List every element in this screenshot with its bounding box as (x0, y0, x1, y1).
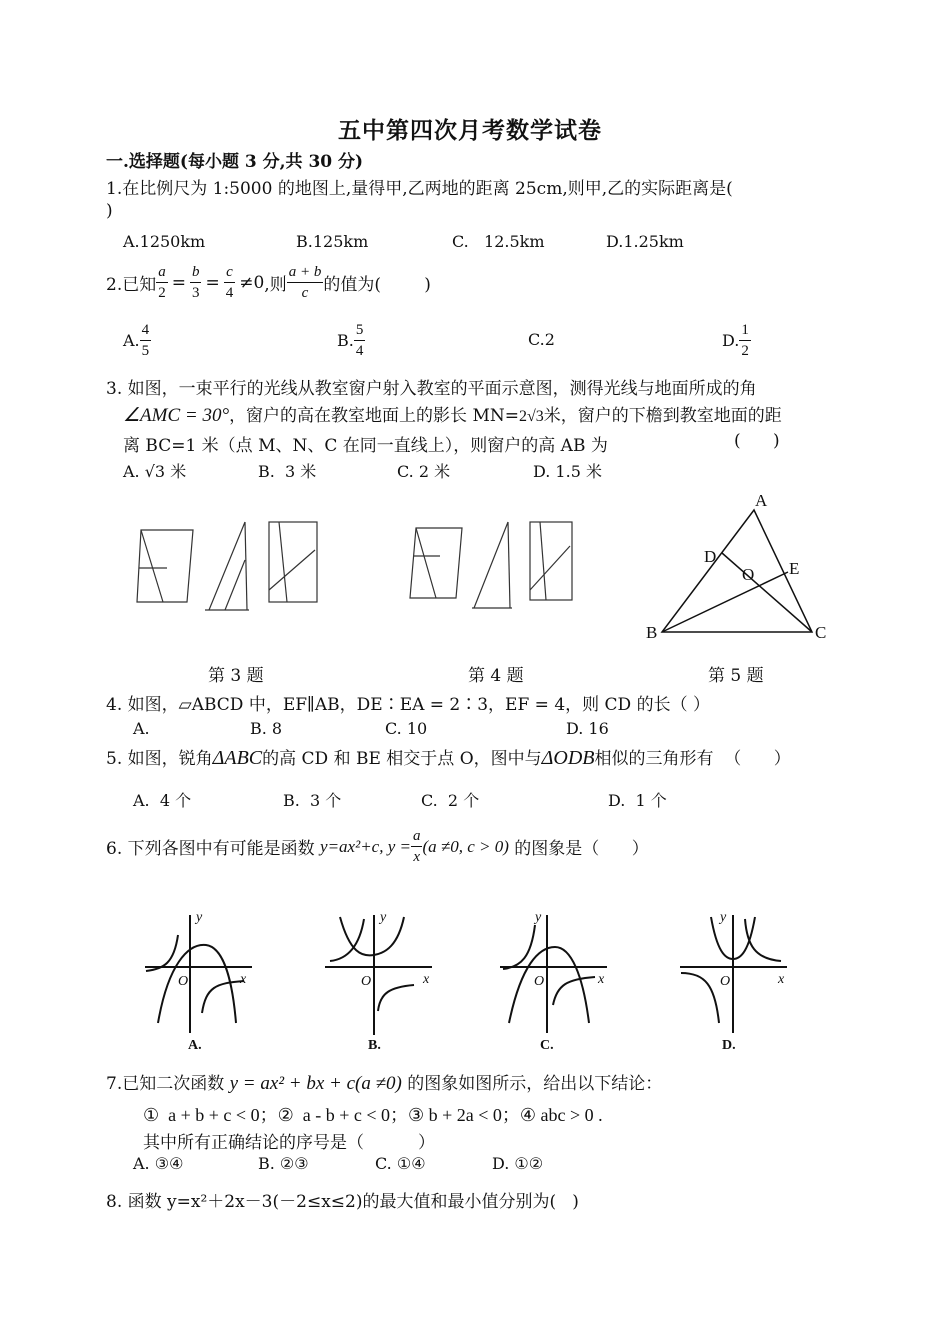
segment (540, 522, 546, 600)
q6-text-2: 的图象是（ ） (508, 839, 649, 859)
wall-line (245, 522, 247, 610)
window-rect (530, 522, 572, 600)
q6-text (106, 826, 649, 867)
option-label: D. (722, 331, 740, 350)
numerator: a (156, 262, 168, 283)
graph-label-a: A. (188, 1038, 202, 1053)
q5-text (106, 744, 791, 770)
denominator: 2 (741, 343, 749, 359)
segment (269, 550, 315, 590)
svg-text:y: y (720, 910, 727, 925)
graph-a (145, 915, 252, 1033)
q7-option-a: A. ③④ (133, 1154, 184, 1173)
numerator: a + b (287, 262, 324, 283)
svg-text:x: x (778, 972, 785, 987)
q5-option-d: D. 1 个 (608, 791, 667, 810)
svg-text:x: x (598, 972, 605, 987)
equals: = (205, 272, 220, 293)
window-rect (269, 522, 317, 602)
option-label: B. (337, 331, 354, 350)
q5-text-1: 5. 如图，锐角 (106, 749, 213, 769)
shadow-length: 2√3 (519, 408, 544, 425)
light-ray (225, 560, 245, 610)
label-b: B (646, 623, 658, 642)
q6-graphs (140, 905, 820, 1055)
hyperbola-branch (202, 981, 244, 1013)
numerator: 1 (739, 320, 751, 341)
q4-option-d: D. 16 (566, 719, 609, 738)
fraction (224, 262, 236, 303)
q5-option-a: A. 4 个 (133, 791, 192, 810)
segment (416, 528, 436, 598)
q7-text-2: 的图象如图所示，给出以下结论： (401, 1074, 663, 1094)
condition: (a ≠0, c > 0) (422, 836, 509, 856)
fraction (190, 262, 202, 303)
fraction (156, 262, 168, 303)
q4-text: 4. 如图，▱ABCD 中，EF∥AB，DE∶EA = 2∶3，EF = 4，则 CD 的长（ ） (106, 695, 710, 715)
q1-option-b: B.125km (296, 232, 369, 251)
fraction (354, 320, 366, 361)
not-equal: ≠0 (239, 272, 265, 293)
light-ray (209, 522, 245, 610)
denominator: c (301, 285, 309, 301)
fraction (739, 320, 751, 361)
caption-q5: 第 5 题 (708, 666, 764, 686)
svg-text:O: O (720, 974, 731, 989)
parallelogram (410, 528, 462, 598)
q3-option-a: A. √3 米 (123, 462, 187, 481)
label-c: C (815, 623, 827, 642)
label-d: D (704, 547, 717, 566)
function-expression: y=ax²+c, y = (320, 836, 411, 856)
numerator: b (190, 262, 202, 283)
fraction (287, 262, 324, 303)
caption-q4: 第 4 题 (468, 666, 524, 686)
q2-option-d (722, 320, 751, 361)
graph-label-c: C. (540, 1038, 554, 1053)
hyperbola-branch (681, 973, 719, 1023)
altitude-be (662, 572, 788, 632)
q2-prefix: 2.已知 (106, 275, 157, 295)
numerator: c (224, 262, 236, 283)
q3-text-line2 (123, 401, 782, 427)
q1-option-c: C. 12.5km (452, 232, 545, 251)
q1-option-d: D.1.25km (606, 232, 684, 251)
angle-expression: ∠AMC = 30° (123, 405, 230, 426)
denominator: 4 (355, 343, 364, 359)
denominator: 3 (191, 285, 200, 301)
q3-text-line3: 离 BC=1 米（点 M、N、C 在同一直线上），则窗户的高 AB 为 (123, 436, 608, 456)
parabola (340, 917, 404, 955)
svg-text:O: O (361, 974, 372, 989)
q2-suffix: 的值为( ) (323, 275, 431, 295)
fraction (411, 826, 423, 867)
figure-q5-triangle (640, 490, 840, 650)
figure-q4 (400, 510, 580, 620)
caption-q3: 第 3 题 (208, 666, 264, 686)
label-o: O (742, 565, 755, 584)
q3-option-c: C. 2 米 (397, 462, 451, 481)
graph-b (325, 915, 432, 1035)
svg-text:x: x (240, 972, 247, 987)
hyperbola-branch (330, 919, 364, 961)
segment (279, 522, 287, 602)
svg-text:y: y (535, 910, 542, 925)
svg-text:y: y (380, 910, 387, 925)
denominator: x (413, 849, 421, 865)
hyperbola-branch (553, 977, 595, 1005)
svg-text:y: y (196, 910, 203, 925)
svg-text:x: x (423, 972, 430, 987)
q3-option-d: D. 1.5 米 (533, 462, 602, 481)
denominator: 4 (225, 285, 234, 301)
q7-conclusions: ① a + b + c < 0；② a - b + c < 0；③ b + 2a < 0；④ abc > 0 . (143, 1105, 603, 1125)
q5-option-c: C. 2 个 (421, 791, 480, 810)
numerator: a (411, 826, 423, 847)
figure-q3 (125, 510, 325, 620)
q3-text: 3. 如图，一束平行的光线从教室窗户射入教室的平面示意图，测得光线与地面所成的角 (106, 379, 757, 399)
q3-answer-paren: ( ) (734, 431, 780, 451)
q5-text-2: 的高 CD 和 BE 相交于点 O，图中与 (262, 749, 542, 769)
numerator: 5 (354, 320, 366, 341)
q7-option-c: C. ①④ (375, 1154, 426, 1173)
q2-option-c: C.2 (528, 330, 555, 349)
triangle-odb-symbol: ΔODB (541, 747, 595, 769)
q8-text: 8. 函数 y=x²＋2x－3(－2≤x≤2)的最大值和最小值分别为( ) (106, 1192, 579, 1212)
q3-line2a: ，窗户的高在教室地面上的影长 MN= (229, 406, 519, 426)
q3-line2b: 米，窗户的下檐到教室地面的距 (543, 406, 782, 426)
parallelogram (137, 530, 193, 602)
denominator: 2 (158, 285, 166, 301)
q7-ask: 其中所有正确结论的序号是（ ） (143, 1133, 436, 1153)
denominator: 5 (141, 343, 150, 359)
q7-option-d: D. ①② (492, 1154, 544, 1173)
label-e: E (789, 559, 800, 578)
q2-option-b (337, 320, 365, 361)
q7-text-1: 7.已知二次函数 (106, 1074, 230, 1094)
q6-text-1: 6. 下列各图中有可能是函数 (106, 839, 321, 859)
segment (141, 530, 163, 602)
hyperbola-branch (378, 985, 414, 1011)
page-title: 五中第四次月考数学试卷 (338, 117, 602, 144)
label-a: A (755, 491, 768, 510)
equals: = (171, 272, 186, 293)
svg-text:O: O (534, 974, 545, 989)
q3-option-b: B. 3 米 (258, 462, 317, 481)
svg-text:O: O (178, 974, 189, 989)
q2-option-a (123, 320, 151, 361)
q4-option-c: C. 10 (385, 719, 428, 738)
q5-option-b: B. 3 个 (283, 791, 342, 810)
graph-d (680, 915, 787, 1033)
hyperbola-branch (146, 935, 178, 971)
q1-option-a: A.1250km (123, 232, 206, 251)
q4-option-a: A. (133, 719, 150, 738)
triangle-abc-symbol: ΔABC (212, 747, 263, 769)
parabola (509, 947, 589, 1023)
segment (530, 546, 570, 590)
q2-mid: ,则 (264, 275, 287, 295)
q4-option-b: B. 8 (250, 719, 283, 738)
function-expression: y = ax² + bx + c(a ≠0) (229, 1073, 402, 1094)
q1-text: 1.在比例尺为 1:5000 的地图上,量得甲,乙两地的距离 25cm,则甲,乙的实际距离是( (106, 179, 733, 199)
q2-text (106, 262, 431, 303)
light-ray (474, 522, 508, 608)
graph-label-b: B. (368, 1038, 381, 1053)
q1-text-cont: ) (106, 201, 113, 221)
wall-line (508, 522, 510, 608)
graph-c (500, 915, 607, 1033)
numerator: 4 (140, 320, 152, 341)
q5-text-3: 相似的三角形有 （ ） (594, 749, 791, 769)
section-heading: 一.选择题(每小题 3 分,共 30 分) (106, 152, 364, 172)
q7-text (106, 1069, 662, 1095)
q7-option-b: B. ②③ (258, 1154, 309, 1173)
option-label: A. (123, 331, 140, 350)
graph-label-d: D. (722, 1038, 736, 1053)
fraction (140, 320, 152, 361)
